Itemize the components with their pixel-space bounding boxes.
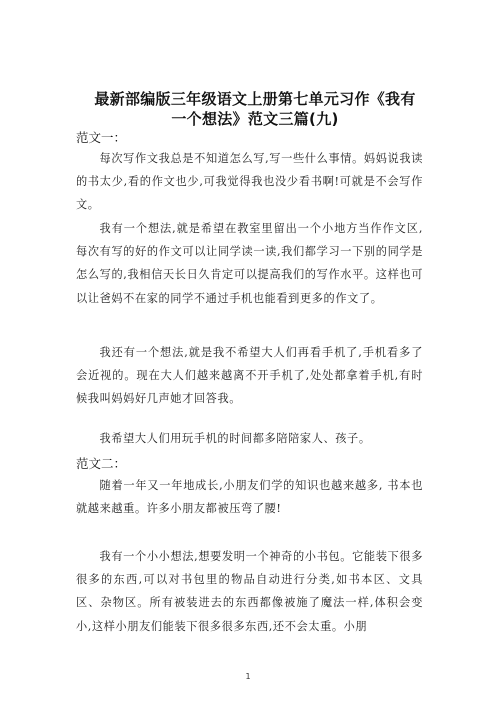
page-number: 1: [245, 672, 251, 681]
sample-1-paragraph-1: 每次写作文我总是不知道怎么写,写一些什么事情。妈妈说我读的书太少,看的作文也少,可我觉得我也没少看书啊!可就是不会写作文。: [76, 152, 423, 212]
sample-2-paragraph-1: 随着一年又一年地成长,小朋友们学的知识也越来越多, 书本也就越来越重。许多小朋友都被压弯了腰!: [76, 479, 423, 516]
sample-1-paragraph-3: 我还有一个想法,就是我不希望大人们再看手机了,手机看多了会近视的。现在大人们越来越离不开手机了,处处都拿着手机,有时候我叫妈妈好几声她才回答我。: [76, 346, 423, 406]
sample-1-paragraph-2: 我有一个想法,就是希望在教室里留出一个小地方当作作文区,每次有写的好的作文可以让同学读一读,我们都学习一下别的同学是怎么写的,我相信天长日久肯定可以提高我们的写作水平。这样也可以让爸妈不在家的同学不通过手机也能看到更多的作文了。: [76, 222, 423, 305]
document-title-line-2: 一个想法》范文三篇(九): [171, 110, 339, 128]
document-title-line-1: 最新部编版三年级语文上册第七单元习作《我有: [94, 90, 416, 108]
sample-2-heading: 范文二：: [76, 456, 127, 471]
sample-1-paragraph-4: 我希望大人们用玩手机的时间都多陪陪家人、孩子。: [99, 432, 371, 445]
sample-1-heading: 范文一：: [76, 130, 127, 145]
sample-2-paragraph-2: 我有一个小小想法,想要发明一个神奇的小书包。它能装下很多很多的东西,可以对书包里的物品自动进行分类,如书本区、文具区、杂物区。所有被装进去的东西都像被施了魔法一样,体积会变小,这样小朋友们能装下很多很多东西,还不会太重。小朋: [76, 550, 423, 633]
